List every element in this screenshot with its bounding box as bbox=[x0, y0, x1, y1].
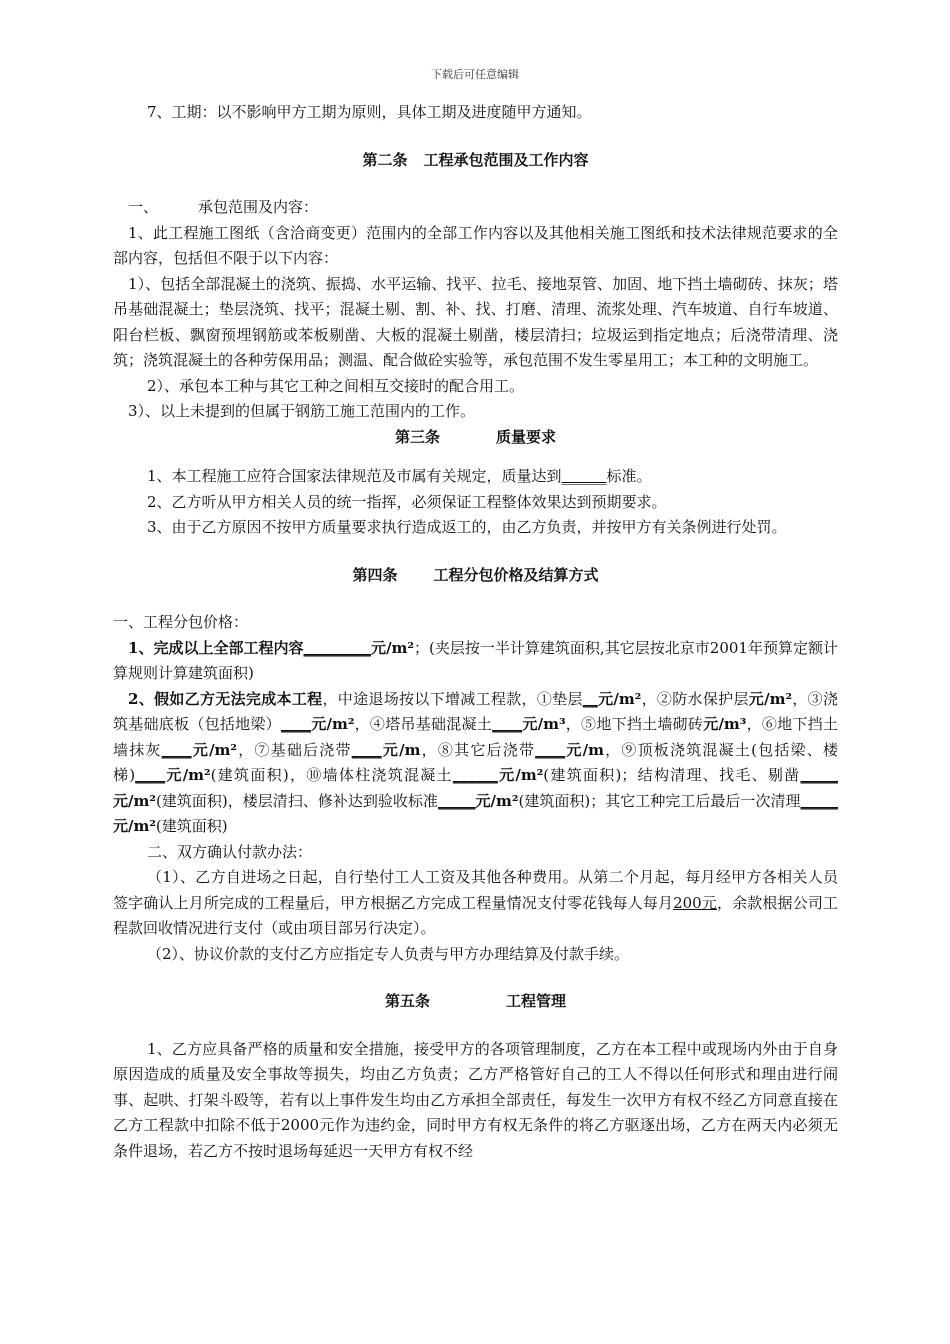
quality-clause-3: 3、由于乙方原因不按甲方质量要求执行造成返工的，由乙方负责，并按甲方有关条例进行处罚。 bbox=[147, 518, 787, 536]
article-5-heading bbox=[113, 989, 838, 1015]
article-5-number: 第五条 bbox=[384, 992, 430, 1010]
scope-heading: 一、 承包范围及内容： bbox=[128, 198, 319, 216]
header-note: 下载后可任意编辑 bbox=[431, 68, 519, 81]
article-4-number: 第四条 bbox=[352, 565, 398, 584]
scope-sub-2: 2）、承包本工种与其它工种之间相互交接时的配合用工。 bbox=[147, 376, 525, 395]
scope-sub-1: 1）、包括全部混凝土的浇筑、振捣、水平运输、找平、拉毛、接地泵管、加固、地下挡土墙砌砖、抹灰；塔吊基础混凝土；垫层浇筑、找平；混凝土剔、割、补、找、打磨、清理、流浆处理、汽车坡道、自行车坡道、阳台栏板、飘窗预埋钢筋或苯板剔凿、大板的混凝土剔凿，楼层清扫；垃圾运到指定地点；后浇带清理、浇筑；浇筑混凝土的各种劳保用品；测温、配合做砼实验等，承包范围不发生零星用工；本工种的文明施工。 bbox=[113, 274, 838, 369]
schedule-clause: 7、工期：以不影响甲方工期为原则，具体工期及进度随甲方通知。 bbox=[147, 103, 592, 121]
article-3-heading bbox=[113, 425, 838, 451]
quality-clause-1: 1、本工程施工应符合国家法律规范及市属有关规定，质量达到______标准。 bbox=[147, 467, 652, 485]
price-item-2: 2、假如乙方无法完成本工程，中途退场按以下增减工程款，①垫层__元/m²，②防水保护层元/m²，③浇筑基础底板（包括地梁）____元/m²，④塔吊基础混凝土____元/m³，⑤地下挡土墙砌砖元/m³，⑥地下挡土墙抹灰____元/m²，⑦基础后浇带____元/m，⑧其它后浇带____元/m，⑨顶板浇筑混凝土(包括梁、楼梯)____元/m²(建筑面积)，⑩墙体柱浇筑混凝土______元/m²(建筑面积)；结构清理、找毛、剔凿_____元/m²(建筑面积)，楼层清扫、修补达到验收标准_____元/m²(建筑面积)；其它工种完工后最后一次清理_____元/m²(建筑面积) bbox=[113, 689, 839, 835]
article-4-heading bbox=[113, 563, 838, 589]
article-2-title: 工程承包范围及工作内容 bbox=[423, 150, 589, 169]
payment-heading: 二、双方确认付款办法： bbox=[147, 842, 313, 861]
article-2-number: 第二条 bbox=[362, 150, 408, 169]
article-3-title: 质量要求 bbox=[496, 427, 557, 446]
price-item-1: 1、完成以上全部工程内容_________元/m²；(夹层按一半计算建筑面积,其它层按北京市2001年预算定额计算规则计算建筑面积) bbox=[113, 638, 838, 682]
article-2-heading bbox=[113, 148, 838, 174]
price-heading: 一、工程分包价格： bbox=[113, 613, 249, 631]
payment-clause-1: （1）、乙方自进场之日起，自行垫付工人工资及其他各种费用。从第二个月起，每月经甲方各相关人员签字确认上月所完成的工程量后，甲方根据乙方完成工程量情况支付零花钱每人每月200元，余款根据公司工程款回收情况进行支付（或由项目部另行决定）。 bbox=[113, 868, 838, 937]
quality-clause-2: 2、乙方听从甲方相关人员的统一指挥，必须保证工程整体效果达到预期要求。 bbox=[147, 492, 667, 511]
article-3-number: 第三条 bbox=[394, 427, 440, 446]
payment-clause-2: （2）、协议价款的支付乙方应指定专人负责与甲方办理结算及付款手续。 bbox=[147, 944, 630, 963]
management-clause-1: 1、乙方应具备严格的质量和安全措施，接受甲方的各项管理制度，乙方在本工程中或现场内外由于自身原因造成的质量及安全事故等损失，均由乙方负责；乙方严格管好自己的工人不得以任何形式和理由进行闹事、起哄、打架斗殴等，若有以上事件发生均由乙方承担全部责任，每发生一次甲方有权不经乙方同意直接在乙方工程款中扣除不低于2000元作为违约金，同时甲方有权无条件的将乙方驱逐出场，乙方在两天内必须无条件退场，若乙方不按时退场每延迟一天甲方有权不经 bbox=[113, 1039, 838, 1160]
article-4-title: 工程分包价格及结算方式 bbox=[433, 565, 599, 584]
scope-sub-3: 3）、以上未提到的但属于钢筋工施工范围内的工作。 bbox=[128, 402, 476, 420]
article-5-title: 工程管理 bbox=[506, 992, 567, 1010]
scope-item-1: 1、此工程施工图纸（含洽商变更）范围内的全部工作内容以及其他相关施工图纸和技术法律规范要求的全部内容，包括但不限于以下内容： bbox=[113, 223, 838, 267]
document-page bbox=[113, 100, 838, 1164]
